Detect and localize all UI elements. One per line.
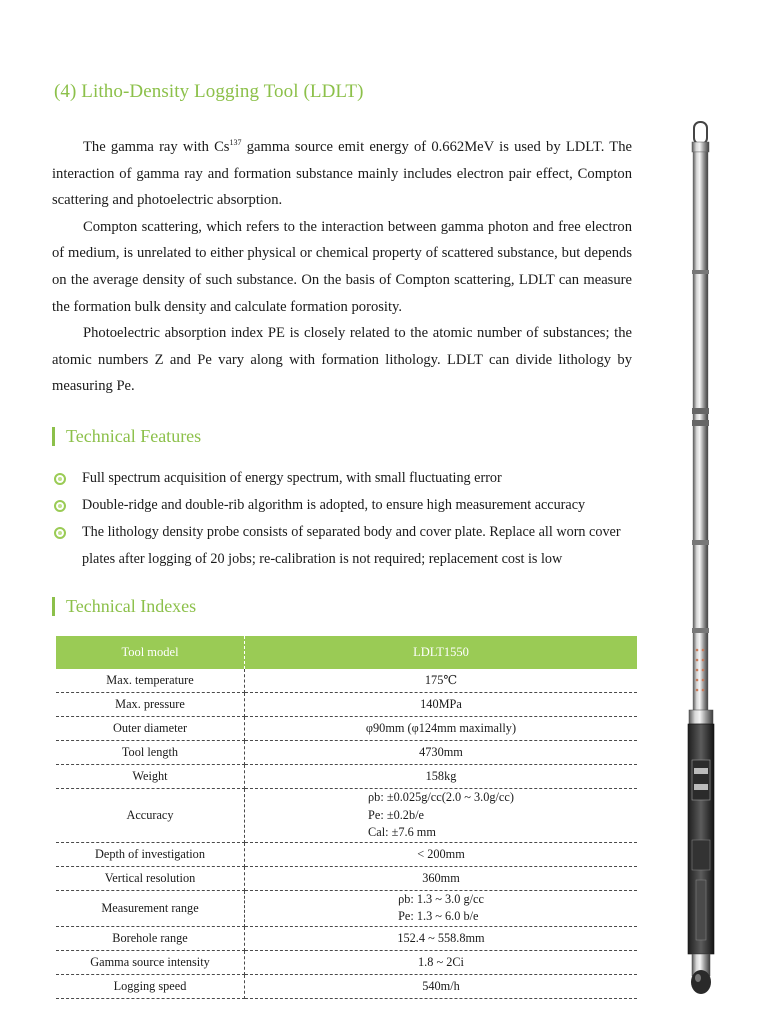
header-model-name: LDLT1550	[245, 636, 638, 669]
table-row	[56, 669, 637, 693]
spec-value-line: ρb: ±0.025g/cc(2.0 ~ 3.0g/cc)	[368, 790, 514, 804]
table-row	[56, 866, 637, 890]
section-heading-features: Technical Features	[52, 426, 201, 447]
spec-value: 175℃	[245, 669, 638, 693]
section-heading-indexes: Technical Indexes	[52, 596, 196, 617]
table-row	[56, 789, 637, 843]
spec-label: Max. temperature	[56, 669, 245, 693]
spec-value: 540m/h	[245, 974, 638, 998]
circle-bullet-icon	[54, 473, 66, 485]
spec-value: 140MPa	[245, 693, 638, 717]
header-tool-model: Tool model	[56, 636, 245, 669]
spec-label: Logging speed	[56, 974, 245, 998]
spec-label: Depth of investigation	[56, 842, 245, 866]
heading-bar	[52, 597, 55, 616]
table-row	[56, 717, 637, 741]
feature-list	[52, 465, 634, 573]
intro-paragraph: The gamma ray with Cs$^{137}$ gamma source emit energy of 0.662MeV is used by LDLT. The interaction of gamma ray and formation substance mainly includes electron pair effect, Compton scattering and photoelectric absorption.	[52, 138, 632, 209]
table-row	[56, 842, 637, 866]
table-header-row	[56, 636, 637, 669]
intro-paragraph: Photoelectric absorption index PE is closely related to the atomic number of substances; the atomic numbers Z and Pe vary along with formation lithology. LDLT can divide lithology by measuring Pe.	[52, 325, 632, 395]
table-row	[56, 693, 637, 717]
table-row	[56, 950, 637, 974]
spec-value: 158kg	[245, 765, 638, 789]
spec-value: φ90mm (φ124mm maximally)	[245, 717, 638, 741]
feature-item: Full spectrum acquisition of energy spectrum, with small fluctuating error	[52, 465, 634, 492]
spec-value: 152.4 ~ 558.8mm	[245, 926, 638, 950]
spec-label: Borehole range	[56, 926, 245, 950]
spec-value-line: Pe: ±0.2b/e	[368, 807, 424, 822]
table-row	[56, 741, 637, 765]
spec-value	[245, 890, 638, 926]
spec-value-line: ρb: 1.3 ~ 3.0 g/cc	[398, 891, 484, 906]
spec-value: 360mm	[245, 866, 638, 890]
spec-label: Measurement range	[56, 890, 245, 926]
spec-value-line: Cal: ±7.6 mm	[368, 825, 436, 839]
spec-label: Accuracy	[56, 789, 245, 843]
spec-value	[245, 789, 638, 843]
intro-text	[52, 134, 632, 400]
spec-label: Max. pressure	[56, 693, 245, 717]
spec-value: 1.8 ~ 2Ci	[245, 950, 638, 974]
logging-tool-image	[686, 120, 716, 996]
spec-label: Vertical resolution	[56, 866, 245, 890]
table-row	[56, 765, 637, 789]
table-row	[56, 974, 637, 998]
spec-label: Tool length	[56, 741, 245, 765]
spec-table	[56, 636, 637, 999]
page-title: (4) Litho-Density Logging Tool (LDLT)	[54, 81, 364, 102]
circle-bullet-icon	[54, 500, 66, 512]
spec-label: Gamma source intensity	[56, 950, 245, 974]
spec-value-line: Pe: 1.3 ~ 6.0 b/e	[398, 909, 479, 923]
spec-value: < 200mm	[245, 842, 638, 866]
spec-label: Outer diameter	[56, 717, 245, 741]
heading-bar	[52, 427, 55, 446]
table-row	[56, 890, 637, 926]
spec-label: Weight	[56, 765, 245, 789]
circle-bullet-icon	[54, 527, 66, 539]
feature-item: Double-ridge and double-rib algorithm is adopted, to ensure high measurement accuracy	[52, 492, 634, 519]
feature-item: The lithology density probe consists of separated body and cover plate. Replace all worn cover plates after logging of 20 jobs; re-calibration is not required; replacement cost is low	[52, 519, 634, 573]
table-row	[56, 926, 637, 950]
isotope-superscript: 137	[229, 138, 242, 147]
spec-value: 4730mm	[245, 741, 638, 765]
intro-paragraph: Compton scattering, which refers to the interaction between gamma photon and free electron of medium, is unrelated to either physical or chemical property of scattered substance, but depends on the average density of such substance. On the basis of Compton scattering, LDLT can measure the formation bulk density and calculate formation porosity.	[52, 218, 632, 315]
